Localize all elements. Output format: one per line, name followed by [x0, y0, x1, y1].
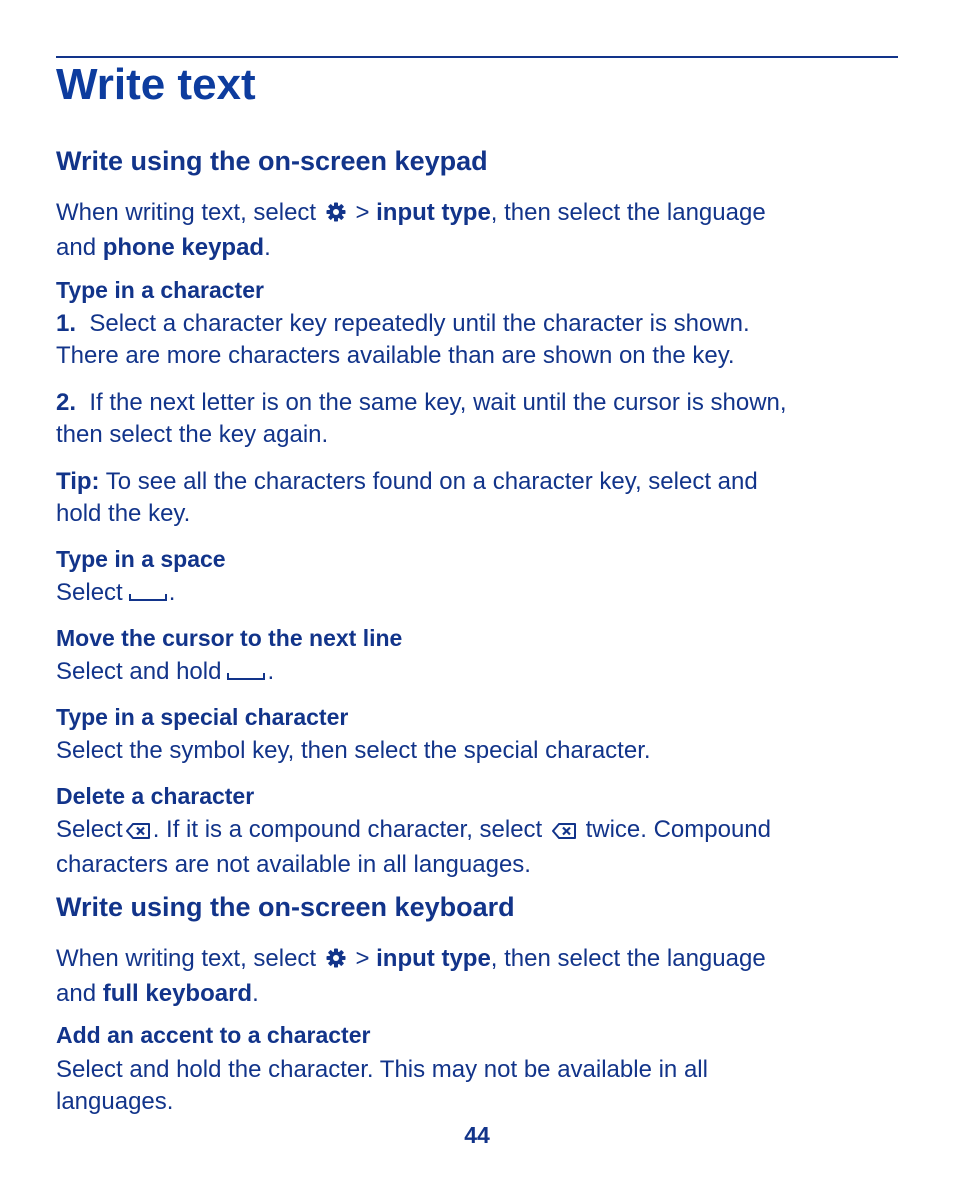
space-heading: Type in a space [56, 546, 226, 572]
full-keyboard-term: full keyboard [102, 979, 253, 1007]
backspace-icon [125, 817, 151, 849]
space-key-icon [227, 658, 265, 668]
accent-heading: Add an accent to a character [56, 1022, 371, 1048]
backspace-icon [551, 817, 577, 849]
tip-label: Tip: [56, 468, 100, 495]
special-char-paragraph: Select the symbol key, then select the special character. [56, 737, 651, 764]
page-title: Write text [56, 60, 256, 109]
next-line-heading: Move the cursor to the next line [56, 625, 403, 651]
next-line-paragraph: Select and hold . [56, 658, 275, 685]
input-type-term: input type [376, 199, 491, 226]
tip-paragraph: Tip: To see all the characters found on a character key, select and hold the key. [56, 468, 758, 527]
top-rule [56, 56, 898, 58]
special-char-heading: Type in a special character [56, 704, 349, 730]
keypad-intro-paragraph: When writing text, select > input type, then select the language and phone keypad. [56, 199, 766, 261]
accent-paragraph: Select and hold the character. This may not be available in all languages. [56, 1056, 708, 1115]
gear-icon [325, 946, 347, 978]
keyboard-intro-paragraph: When writing text, select > input type, then select the language and full keyboard. [56, 945, 766, 1007]
step-2: 2. If the next letter is on the same key, wait until the cursor is shown, then select the key again. [56, 389, 787, 448]
space-paragraph: Select . [56, 579, 176, 606]
gear-icon [325, 200, 347, 232]
page-number: 44 [464, 1122, 490, 1148]
keypad-section-heading: Write using the on-screen keypad [56, 146, 488, 176]
delete-char-heading: Delete a character [56, 783, 255, 809]
type-char-heading: Type in a character [56, 277, 264, 303]
delete-char-paragraph: Select . If it is a compound character, select twice. Compound characters are not available in all languages. [56, 816, 772, 878]
keyboard-section-heading: Write using the on-screen keyboard [56, 892, 515, 922]
step-1: 1. Select a character key repeatedly until the character is shown. There are more characters available than are shown on the key. [56, 310, 750, 369]
input-type-term: input type [376, 945, 491, 972]
phone-keypad-term: phone keypad [102, 233, 265, 261]
space-key-icon [129, 579, 167, 589]
